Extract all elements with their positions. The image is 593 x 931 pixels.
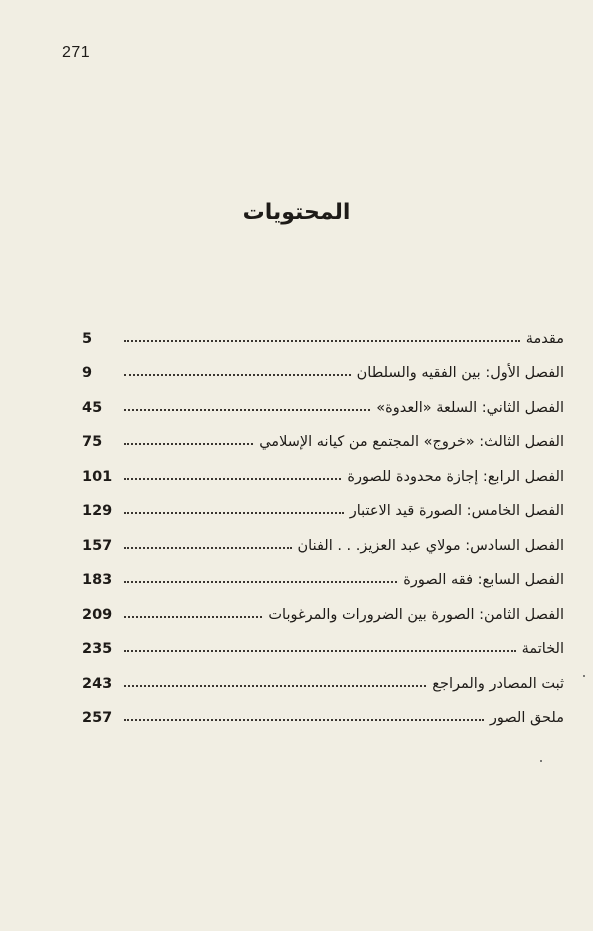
toc-entry xyxy=(82,381,564,416)
paper-speck xyxy=(540,760,542,762)
toc-entry-page: 75 xyxy=(82,434,103,450)
toc-entry xyxy=(82,450,564,485)
toc-entry-label: الفصل الرابع: إجازة محدودة للصورة xyxy=(347,468,564,485)
table-of-contents xyxy=(82,312,564,726)
dot-leader xyxy=(124,409,370,411)
toc-entry-label: الفصل الثاني: السلعة «العدوة» xyxy=(376,399,564,416)
toc-entry xyxy=(82,657,564,692)
dot-leader xyxy=(124,547,292,549)
toc-entry-page: 45 xyxy=(82,399,103,416)
dot-leader xyxy=(124,512,344,514)
toc-entry-label: الفصل الأول: بين الفقيه والسلطان xyxy=(356,365,564,381)
toc-entry xyxy=(82,312,564,347)
dot-leader xyxy=(124,478,341,480)
toc-entry-label: الفصل السابع: فقه الصورة xyxy=(403,572,564,588)
toc-entry-page: 183 xyxy=(82,572,113,588)
toc-entry xyxy=(82,347,564,382)
toc-entry-page: 235 xyxy=(82,641,113,657)
toc-entry xyxy=(82,623,564,658)
toc-entry-label: ملحق الصور xyxy=(489,710,564,726)
toc-entry-page: 257 xyxy=(82,710,113,726)
toc-entry-label: مقدمة xyxy=(525,330,564,347)
dot-leader xyxy=(124,443,253,445)
toc-entry-page: 5 xyxy=(82,330,93,347)
toc-entry-page: 9 xyxy=(82,365,93,381)
toc-entry-label: الفصل الخامس: الصورة قيد الاعتبار xyxy=(349,503,564,519)
toc-entry xyxy=(82,554,564,589)
toc-entry-page: 157 xyxy=(82,537,113,554)
dot-leader xyxy=(124,685,426,687)
toc-entry-label: الخاتمة xyxy=(521,641,564,657)
dot-leader xyxy=(124,374,351,376)
dot-leader xyxy=(124,650,516,652)
toc-entry-page: 129 xyxy=(82,503,113,519)
dot-leader xyxy=(124,581,397,583)
toc-entry xyxy=(82,416,564,451)
toc-entry-label: الفصل الثالث: «خروج» المجتمع من كيانه الإسلامي xyxy=(259,434,564,450)
dot-leader xyxy=(124,719,484,721)
dot-leader xyxy=(124,340,520,342)
paper-speck xyxy=(583,675,585,677)
toc-entry xyxy=(82,588,564,623)
page-title: المحتويات xyxy=(242,200,351,225)
toc-entry-label: الفصل السادس: مولاي عبد العزيز. . . الفنان xyxy=(297,537,564,554)
toc-entry-label: الفصل الثامن: الصورة بين الضرورات والمرغوبات xyxy=(268,606,564,623)
toc-entry-label: ثبت المصادر والمراجع xyxy=(432,675,564,692)
toc-entry-page: 243 xyxy=(82,675,113,692)
toc-entry xyxy=(82,519,564,554)
page-number: 271 xyxy=(62,44,91,61)
toc-entry-page: 209 xyxy=(82,606,113,623)
toc-entry xyxy=(82,485,564,520)
toc-entry xyxy=(82,692,564,727)
toc-entry-page: 101 xyxy=(82,468,113,485)
dot-leader xyxy=(124,616,262,618)
